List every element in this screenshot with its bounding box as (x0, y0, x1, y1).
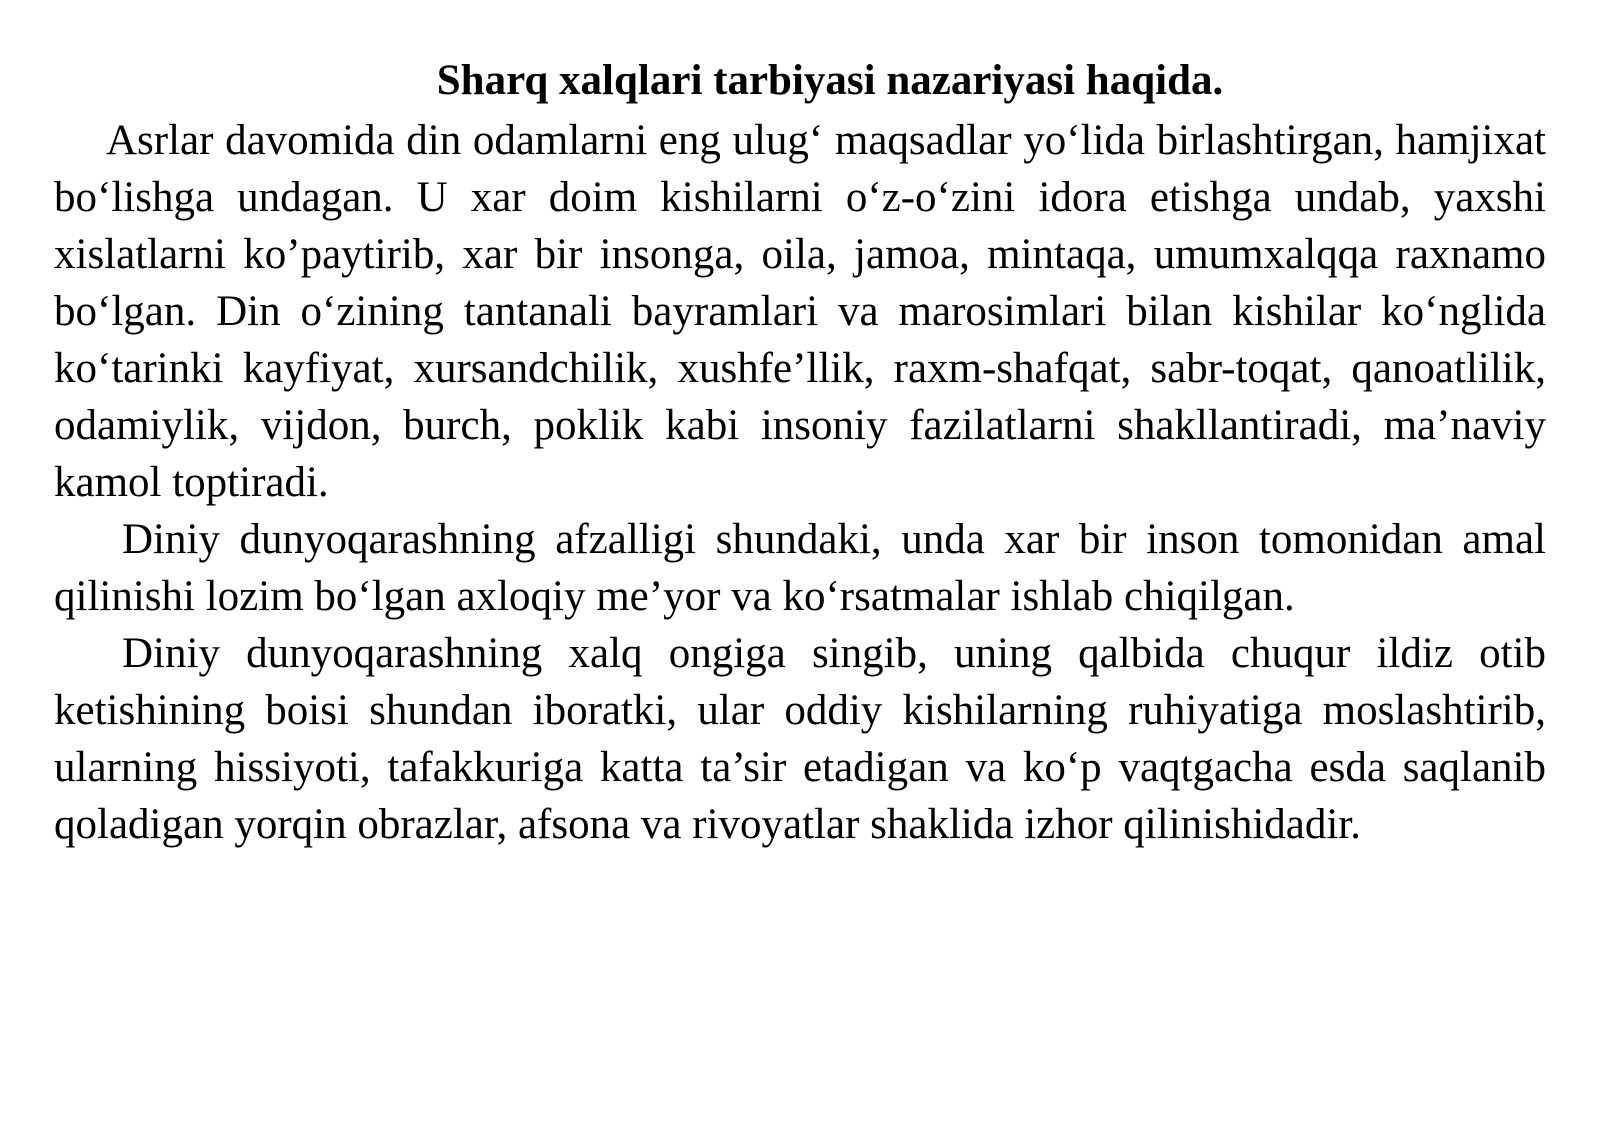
paragraph-1: Asrlar davomida din odamlarni eng ulug‘ maqsadlar yo‘lida birlashtirgan, hamjixat bo‘lishga undagan. U xar doim kishilarni o‘z-o‘zini idora etishga undab, yaxshi xislatlarni ko’paytirib, xar bir insonga, oila, jamoa, mintaqa, umumxalqqa raxnamo bo‘lgan. Din o‘zining tantanali bayramlari va marosimlari bilan kishilar ko‘nglida ko‘tarinki kayfiyat, xursandchilik, xushfe’llik, raxm-shafqat, sabr-toqat, qanoatlilik, odamiylik, vijdon, burch, poklik kabi insoniy fazilatlarni shakllantiradi, ma’naviy kamol toptiradi. (54, 117, 1546, 506)
document-title: Sharq xalqlari tarbiyasi nazariyasi haqida. (436, 57, 1224, 104)
document-page (54, 50, 1546, 853)
paragraph-3: Diniy dunyoqarashning xalq ongiga singib, uning qalbida chuqur ildiz otib ketishining boisi shundan iboratki, ular oddiy kishilarning ruhiyatiga moslashtirib, ularning hissiyoti, tafakkuriga katta ta’sir etadigan va ko‘p vaqtgacha esda saqlanib qoladigan yorqin obrazlar, afsona va rivoyatlar shaklida izhor qilinishidadir. (54, 630, 1546, 848)
paragraph-2: Diniy dunyoqarashning afzalligi shundaki, unda xar bir inson tomonidan amal qilinishi lozim bo‘lgan axloqiy me’yor va ko‘rsatmalar ishlab chiqilgan. (54, 516, 1546, 620)
